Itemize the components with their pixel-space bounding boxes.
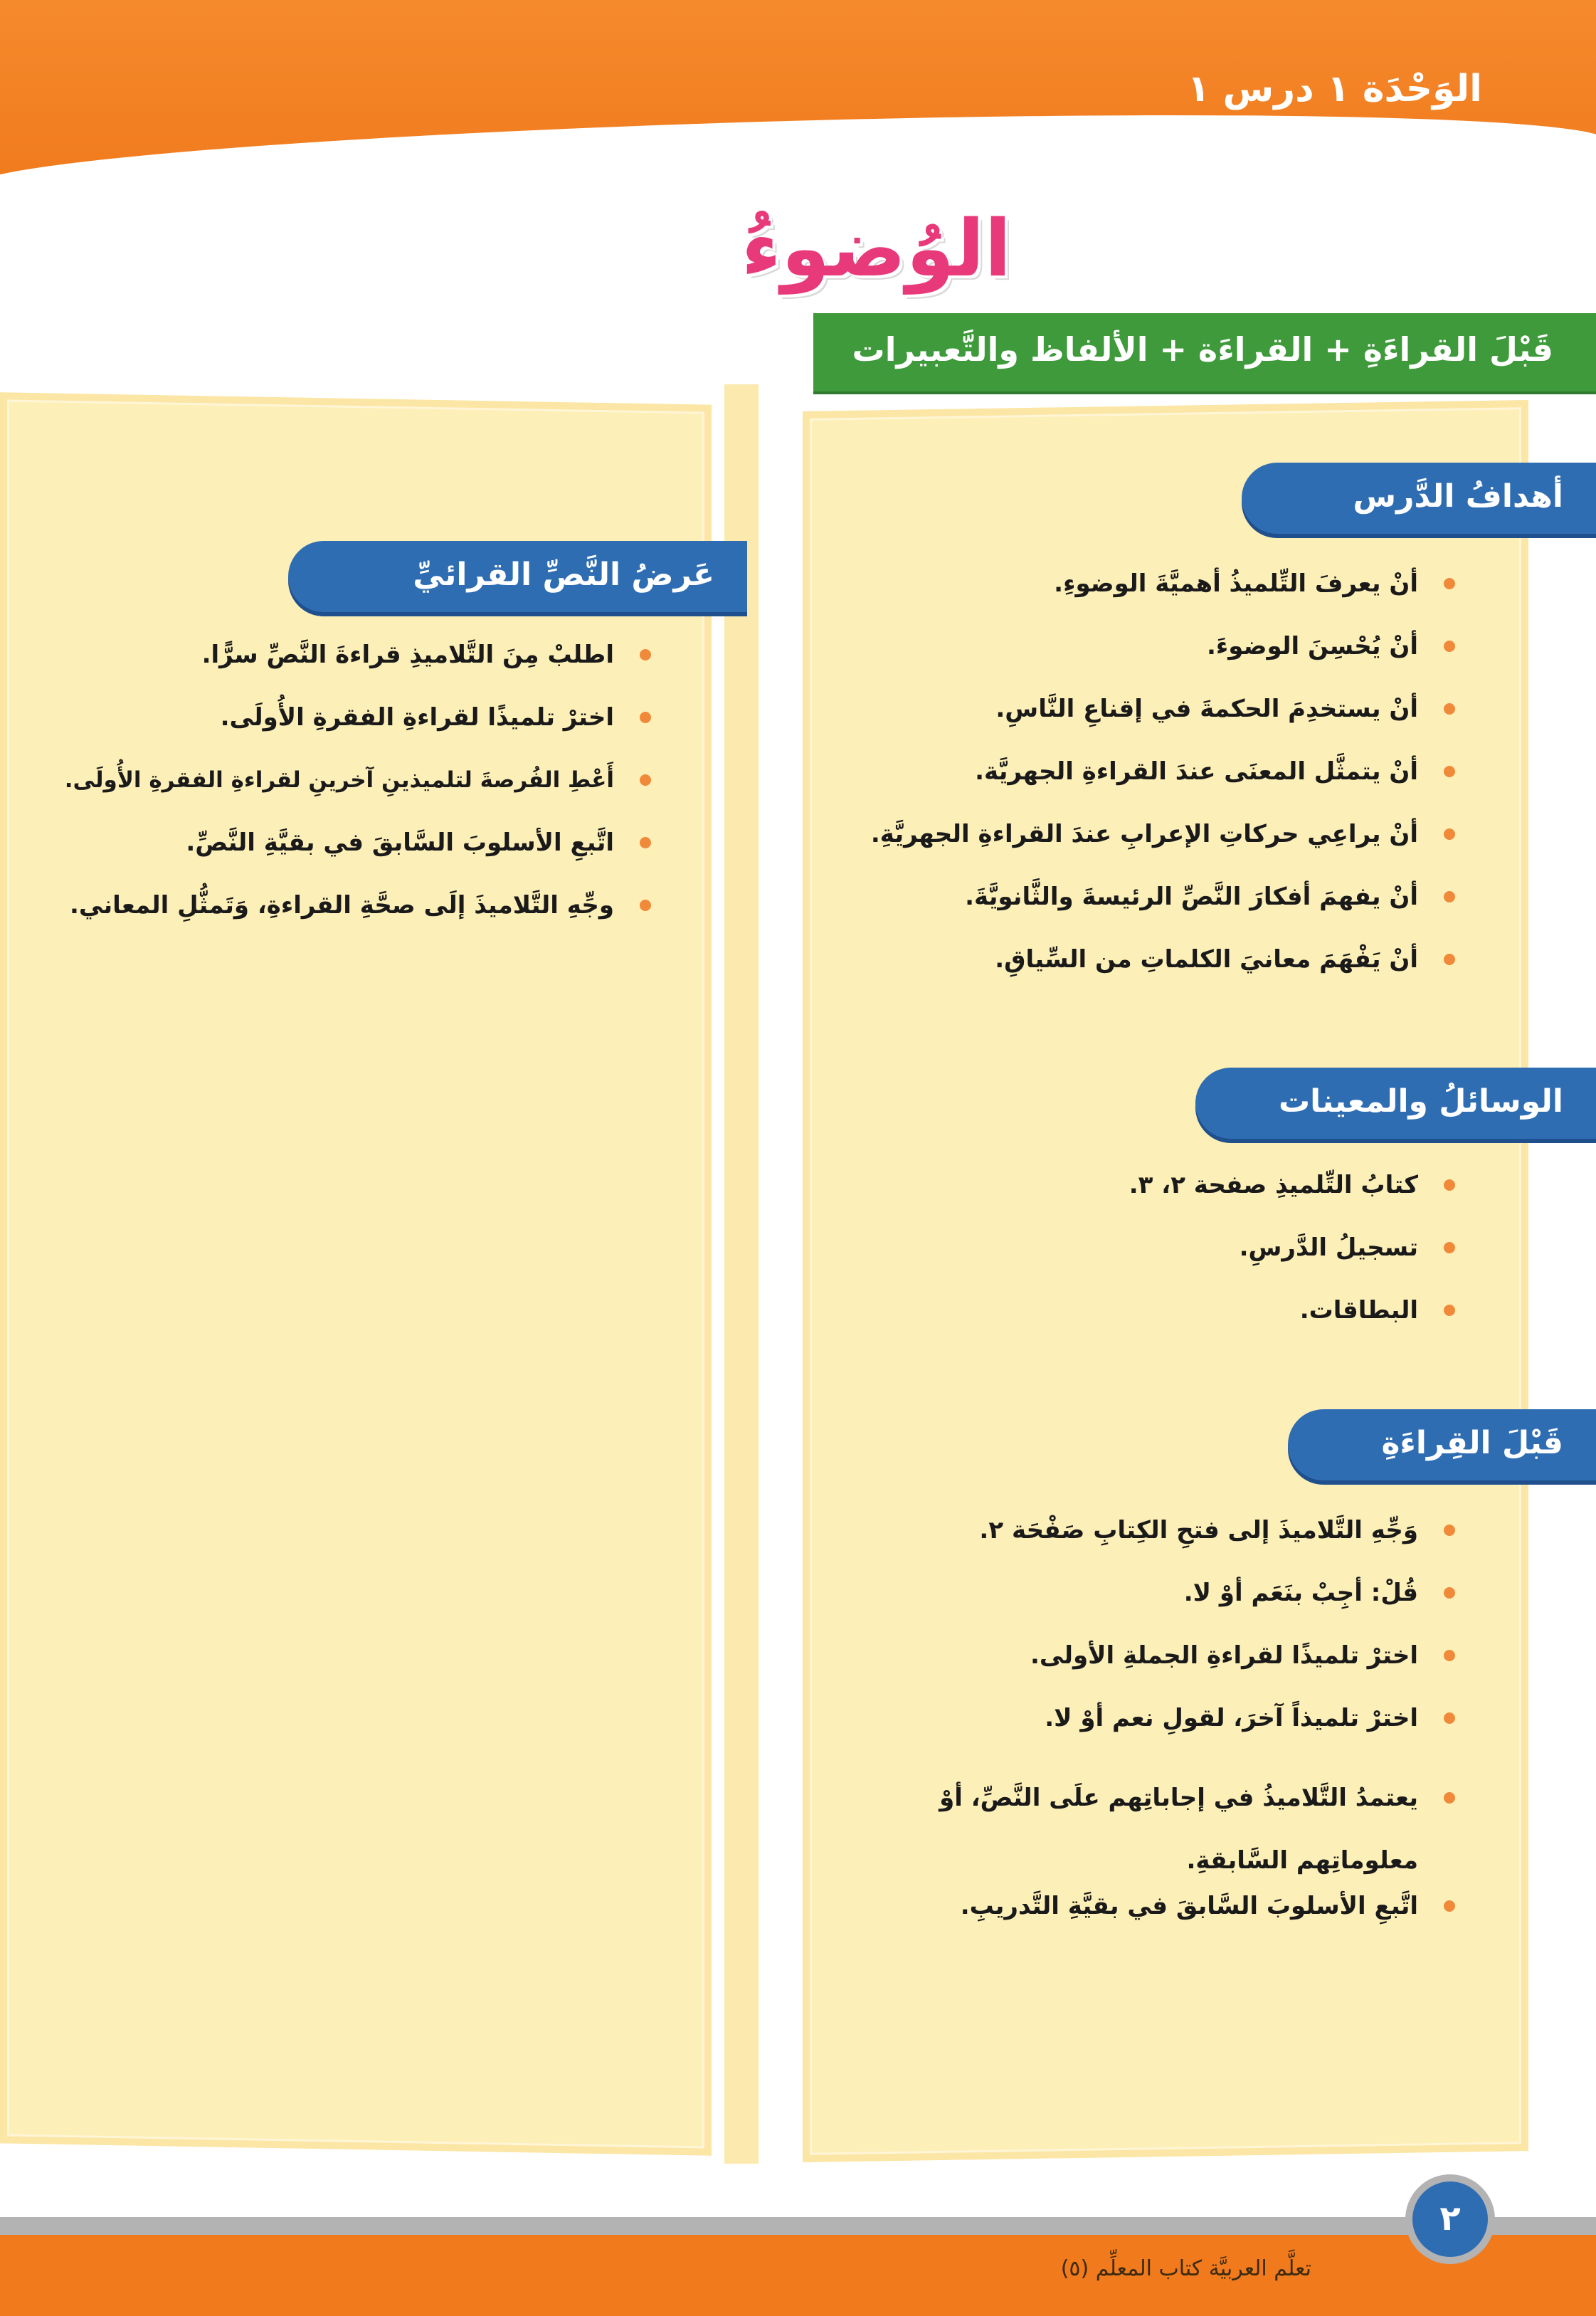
- bullet-icon: [1444, 1242, 1455, 1253]
- list-item: أنْ يُحْسِنَ الوضوءَ.: [871, 632, 1468, 695]
- bullet-icon: [1444, 1900, 1455, 1912]
- bullet-icon: [1444, 1179, 1455, 1191]
- footer-book-title: تعلَّم العربيَّة كتاب المعلِّم (٥): [1060, 2256, 1311, 2281]
- list-item: اتَّبعِ الأسلوبَ السَّابقَ في بقيَّةِ النَّصِّ.: [65, 828, 664, 891]
- bullet-icon: [1444, 578, 1455, 589]
- bullet-icon: [1444, 1587, 1455, 1599]
- list-item: اخترْ تلميذًا لقراءةِ الفقرةِ الأُولَى.: [65, 703, 664, 766]
- section-banner-text: قَبْلَ القراءَةِ + القراءَة + الألفاظ والتَّعبيرات: [852, 330, 1553, 369]
- section-banner: [813, 313, 1596, 391]
- list-item: وَجِّهِ التَّلاميذَ إلى فتحِ الكِتابِ صَفْحَة ٢.: [927, 1516, 1468, 1579]
- page-title: الوُضوءُ: [741, 203, 1012, 294]
- objectives-heading-text: أهدافُ الدَّرس: [1353, 478, 1563, 515]
- aids-heading: [1195, 1068, 1596, 1139]
- list-item: أنْ يَفْهَمَ معانيَ الكلماتِ من السِّياقِ.: [871, 945, 1468, 1008]
- list-item: أَعْطِ الفُرصةَ لتلميذينِ آخرينِ لقراءةِ الفقرةِ الأُولَى.: [65, 766, 664, 828]
- bullet-icon: [640, 774, 651, 786]
- bullet-icon: [1444, 1525, 1455, 1536]
- bullet-icon: [1444, 891, 1455, 902]
- before-reading-heading-text: قَبْلَ القِراءَةِ: [1381, 1425, 1563, 1461]
- list-item: وجِّهِ التَّلاميذَ إلَى صحَّةِ القراءةِ، وَتَمثُّلِ المعاني.: [65, 891, 664, 954]
- aids-list: [1129, 1171, 1468, 1359]
- unit-lesson-label: الوَحْدَة ١ درس ١: [1187, 68, 1482, 110]
- before-reading-heading: [1288, 1409, 1596, 1480]
- text-presentation-heading-text: عَرضُ النَّصِّ القرائيِّ: [413, 557, 714, 593]
- list-item: أنْ يفهمَ أفكارَ النَّصِّ الرئيسةَ والثَّانويَّةَ.: [871, 883, 1468, 945]
- bullet-icon: [1444, 766, 1455, 777]
- bullet-icon: [1444, 1792, 1455, 1804]
- bullet-icon: [1444, 1650, 1455, 1661]
- bullet-icon: [640, 837, 651, 848]
- page-number: ٢: [1405, 2174, 1495, 2264]
- list-item: البطاقات.: [1129, 1296, 1468, 1359]
- bullet-icon: [1444, 828, 1455, 840]
- bullet-icon: [1444, 1305, 1455, 1316]
- bullet-icon: [1444, 1712, 1455, 1724]
- list-item: اخترْ تلميذًا لقراءةِ الجملةِ الأولى.: [927, 1641, 1468, 1704]
- list-item: اخترْ تلميذاً آخرَ، لقولِ نعم أوْ لا.: [927, 1704, 1468, 1767]
- list-item: تسجيلُ الدَّرسِ.: [1129, 1233, 1468, 1296]
- list-item: يعتمدُ التَّلاميذُ في إجاباتِهم علَى النَّصِّ، أوْ معلوماتِهم السَّابقةِ.: [927, 1767, 1468, 1892]
- text-presentation-list: [65, 641, 664, 954]
- list-item: أنْ يراعِي حركاتِ الإعرابِ عندَ القراءةِ الجهريَّةِ.: [871, 820, 1468, 883]
- objectives-list: [871, 569, 1468, 1008]
- column-divider: [724, 384, 759, 2164]
- list-item: كتابُ التِّلميذِ صفحة ٢، ٣.: [1129, 1171, 1468, 1233]
- bullet-icon: [1444, 641, 1455, 652]
- bullet-icon: [640, 712, 651, 723]
- list-item: اتَّبعِ الأسلوبَ السَّابقَ في بقيَّةِ التَّدريبِ.: [927, 1892, 1468, 1954]
- bullet-icon: [640, 900, 651, 911]
- text-presentation-heading: [288, 541, 747, 612]
- list-item: أنْ يستخدِمَ الحكمةَ في إقناعِ النَّاسِ.: [871, 695, 1468, 757]
- objectives-heading: [1242, 463, 1596, 534]
- bullet-icon: [1444, 703, 1455, 715]
- bullet-icon: [1444, 954, 1455, 965]
- aids-heading-text: الوسائلُ والمعينات: [1278, 1083, 1563, 1120]
- list-item: أنْ يعرفَ التِّلميذُ أهميَّةَ الوضوءِ.: [871, 569, 1468, 632]
- footer-band: [0, 2235, 1596, 2316]
- bullet-icon: [640, 649, 651, 660]
- list-item: قُلْ: أجِبْ بنَعَم أوْ لا.: [927, 1579, 1468, 1641]
- list-item: أنْ يتمثَّل المعنَى عندَ القراءةِ الجهريَّة.: [871, 757, 1468, 820]
- before-reading-list: [927, 1516, 1468, 1954]
- list-item: اطلبْ مِنَ التَّلاميذِ قراءةَ النَّصِّ سرًّا.: [65, 641, 664, 703]
